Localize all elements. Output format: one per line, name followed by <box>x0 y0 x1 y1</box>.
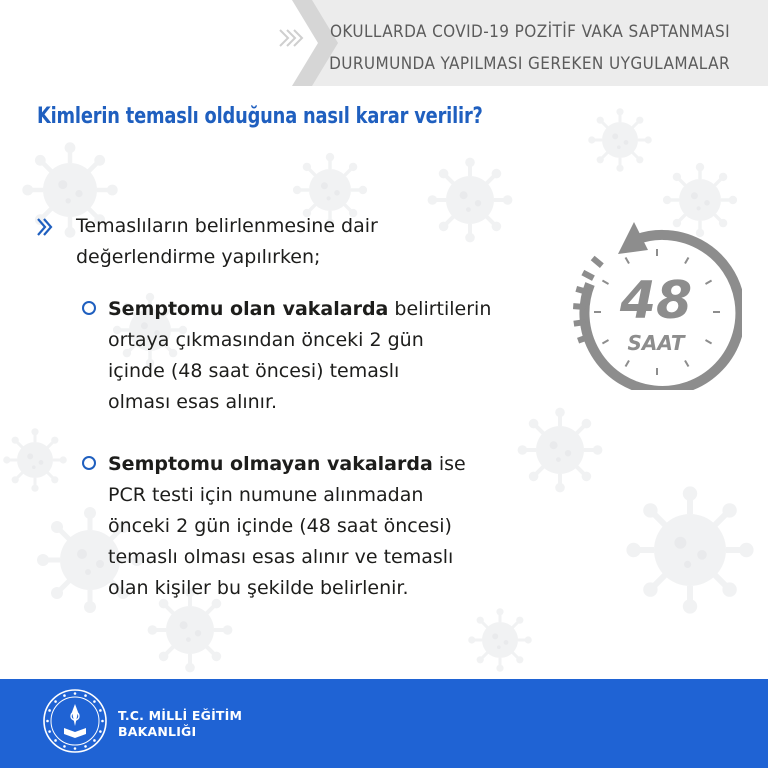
ministry-line-2: BAKANLIĞI <box>118 724 197 739</box>
symptomatic-case-paragraph <box>108 294 538 418</box>
48-hour-clock-icon <box>572 214 742 390</box>
header-title-line-2: DURUMUNDA YAPILMASI GEREKEN UYGULAMALAR <box>329 54 730 74</box>
clock-dash <box>574 322 586 324</box>
para2-line-3: önceki 2 gün içinde (48 saat öncesi) <box>108 515 452 537</box>
para1-rest: belirtilerin <box>388 298 492 320</box>
clock-number: 48 <box>619 271 693 331</box>
emblem-star <box>48 709 51 712</box>
clock-dash <box>583 273 594 279</box>
emblem-star <box>46 720 49 723</box>
clock-dash <box>573 306 585 307</box>
emblem-star <box>63 745 66 748</box>
para2-line-2: PCR testi için numune alınmadan <box>108 484 424 506</box>
emblem-star <box>74 747 77 750</box>
emblem-star <box>84 694 87 697</box>
emblem-star <box>99 730 102 733</box>
para1-line-4: olması esas alınır. <box>108 391 278 413</box>
clock-dash <box>578 337 589 341</box>
clock-tick <box>626 360 630 366</box>
bullet-ring-icon <box>82 456 96 470</box>
bullet-ring-icon <box>82 301 96 315</box>
emblem-star <box>93 700 96 703</box>
para2-line-5: olan kişiler bu şekilde belirlenir. <box>108 577 409 599</box>
para2-rest: ise <box>432 453 466 475</box>
emblem-star <box>54 739 57 742</box>
emblem-star <box>93 739 96 742</box>
para1-line-3: içinde (48 saat öncesi) temaslı <box>108 360 400 382</box>
clock-tick <box>626 257 630 263</box>
double-chevron-icon <box>36 216 60 238</box>
ministry-name <box>118 708 242 740</box>
clock-tick <box>602 281 608 285</box>
emblem-star <box>99 709 102 712</box>
clock-tick <box>685 257 689 263</box>
intro-line-2: değerlendirme yapılırken; <box>76 246 321 268</box>
emblem-star <box>101 720 104 723</box>
intro-text <box>76 211 496 273</box>
emblem-star <box>84 745 87 748</box>
intro-line-1: Temaslıların belirlenmesine dair <box>76 215 378 237</box>
para1-line-2: ortaya çıkmasından önceki 2 gün <box>108 329 424 351</box>
para2-line-1 <box>108 449 538 480</box>
emblem-star <box>63 694 66 697</box>
para2-bold: Semptomu olmayan vakalarda <box>108 453 433 475</box>
para1-line-1 <box>108 294 538 325</box>
clock-dash <box>576 289 588 292</box>
emblem-star <box>74 692 77 695</box>
clock-tick <box>705 281 711 285</box>
para2-line-4: temaslı olması esas alınır ve temaslı <box>108 546 454 568</box>
footer-bar <box>0 679 768 768</box>
emblem-star <box>48 730 51 733</box>
asymptomatic-case-paragraph <box>108 449 538 604</box>
ministry-line-1: T.C. MİLLİ EĞİTİM <box>118 708 243 723</box>
clock-dash <box>593 258 602 266</box>
clock-tick <box>602 340 608 344</box>
ministry-emblem-icon <box>42 688 108 754</box>
header-title-line-1: OKULLARDA COVID-19 POZİTİF VAKA SAPTANMASI <box>329 22 730 42</box>
clock-unit: SAAT <box>627 331 685 355</box>
clock-tick <box>705 340 711 344</box>
emblem-star <box>54 700 57 703</box>
page-question-heading: Kimlerin temaslı olduğuna nasıl karar verilir? <box>37 104 483 129</box>
clock-tick <box>685 360 689 366</box>
para1-bold: Semptomu olan vakalarda <box>108 298 389 320</box>
